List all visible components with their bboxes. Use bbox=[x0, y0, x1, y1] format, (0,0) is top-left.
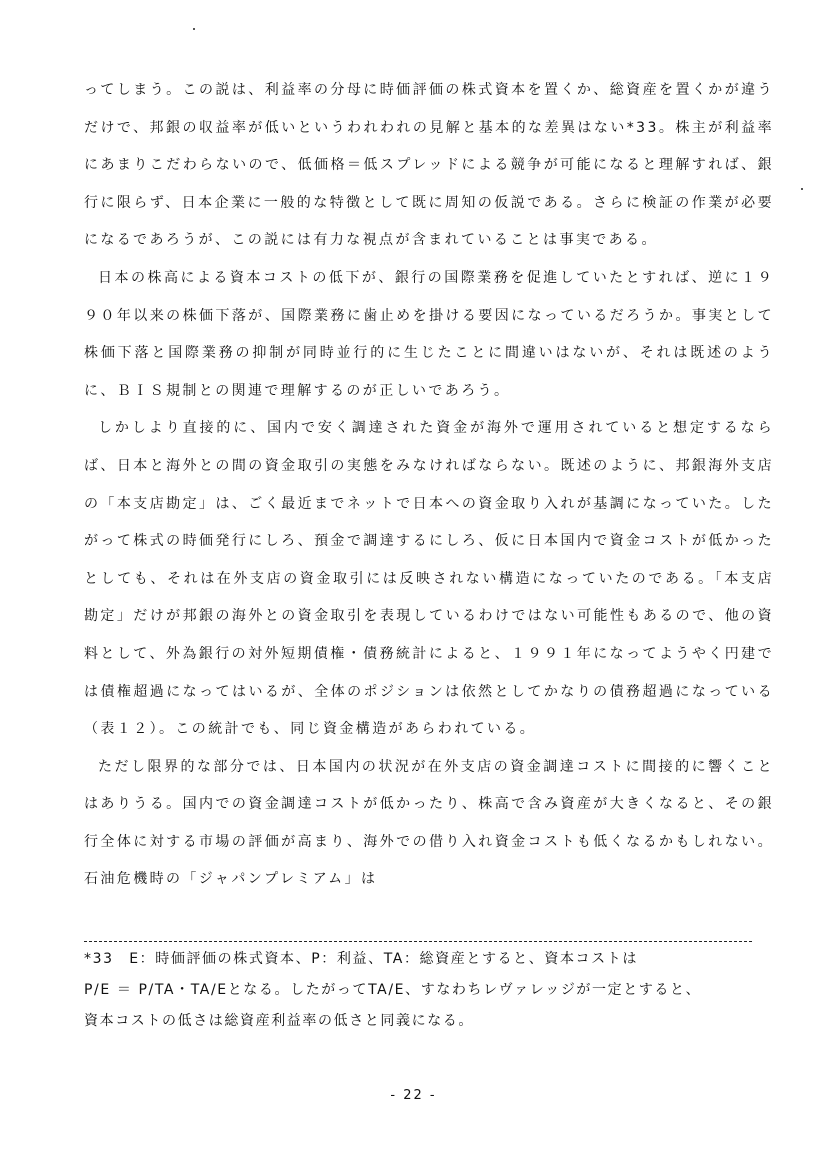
scan-speck bbox=[193, 28, 195, 30]
footnote-line-2: P/E ＝ P/TA・TA/Eとなる。したがってTA/E、すなわちレヴァレッジが一定とすると、 bbox=[84, 982, 702, 998]
footnote-separator bbox=[84, 941, 752, 942]
paragraph-3: しかしより直接的に、国内で安く調達された資金が海外で運用されていると想定するならば、日本と海外との間の資金取引の実態をみなければならない。既述のように、邦銀海外支店の「本支店勘定」は、ごく最近までネットで日本への資金取り入れが基調になっていた。したがって株式の時価発行にしろ、預金で調達するにしろ、仮に日本国内で資金コストが低かったとしても、それは在外支店の資金取引には反映されない構造になっていたのである。「本支店勘定」だけが邦銀の海外との資金取引を表現しているわけではない可能性もあるので、他の資料として、外為銀行の対外短期債権・債務統計によると、１９９１年になってようやく円建では債権超過になってはいるが、全体のポジションは依然としてかなりの債務超過になっている（表１２）。この統計でも、同じ資金構造があらわれている。 bbox=[84, 420, 774, 738]
scan-speck bbox=[801, 188, 803, 190]
paragraph-2: 日本の株高による資本コストの低下が、銀行の国際業務を促進していたとすれば、逆に１９９０年以来の株価下落が、国際業務に歯止めを掛ける要因になっているだろうか。事実として株価下落と国際業務の抑制が同時並行的に生じたことに間違いはないが、それは既述のように、ＢＩＳ規制との関連で理解するのが正しいであろう。 bbox=[84, 269, 774, 399]
main-text bbox=[84, 72, 774, 899]
page-number: - 22 - bbox=[390, 1088, 437, 1103]
paragraph-1: ってしまう。この説は、利益率の分母に時価評価の株式資本を置くか、総資産を置くかが違うだけで、邦銀の収益率が低いというわれわれの見解と基本的な差異はない*33。株主が利益率にあまりこだわらないので、低価格＝低スプレッドによる競争が可能になると理解すれば、銀行に限らず、日本企業に一般的な特徴として既に周知の仮説である。さらに検証の作業が必要になるであろうが、この説には有力な視点が含まれていることは事実である。 bbox=[84, 82, 774, 249]
footnote-line-1: *33 E：時価評価の株式資本、P：利益、TA：総資産とすると、資本コストは bbox=[84, 951, 638, 967]
footnote bbox=[84, 944, 794, 1037]
paragraph-4: ただし限界的な部分では、日本国内の状況が在外支店の資金調達コストに間接的に響くことはありうる。国内での資金調達コストが低かったり、株高で含み資産が大きくなると、その銀行全体に対する市場の評価が高まり、海外での借り入れ資金コストも低くなるかもしれない。石油危機時の「ジャパンプレミアム」は bbox=[84, 758, 774, 888]
footnote-line-3: 資本コストの低さは総資産利益率の低さと同義になる。 bbox=[84, 1013, 474, 1029]
